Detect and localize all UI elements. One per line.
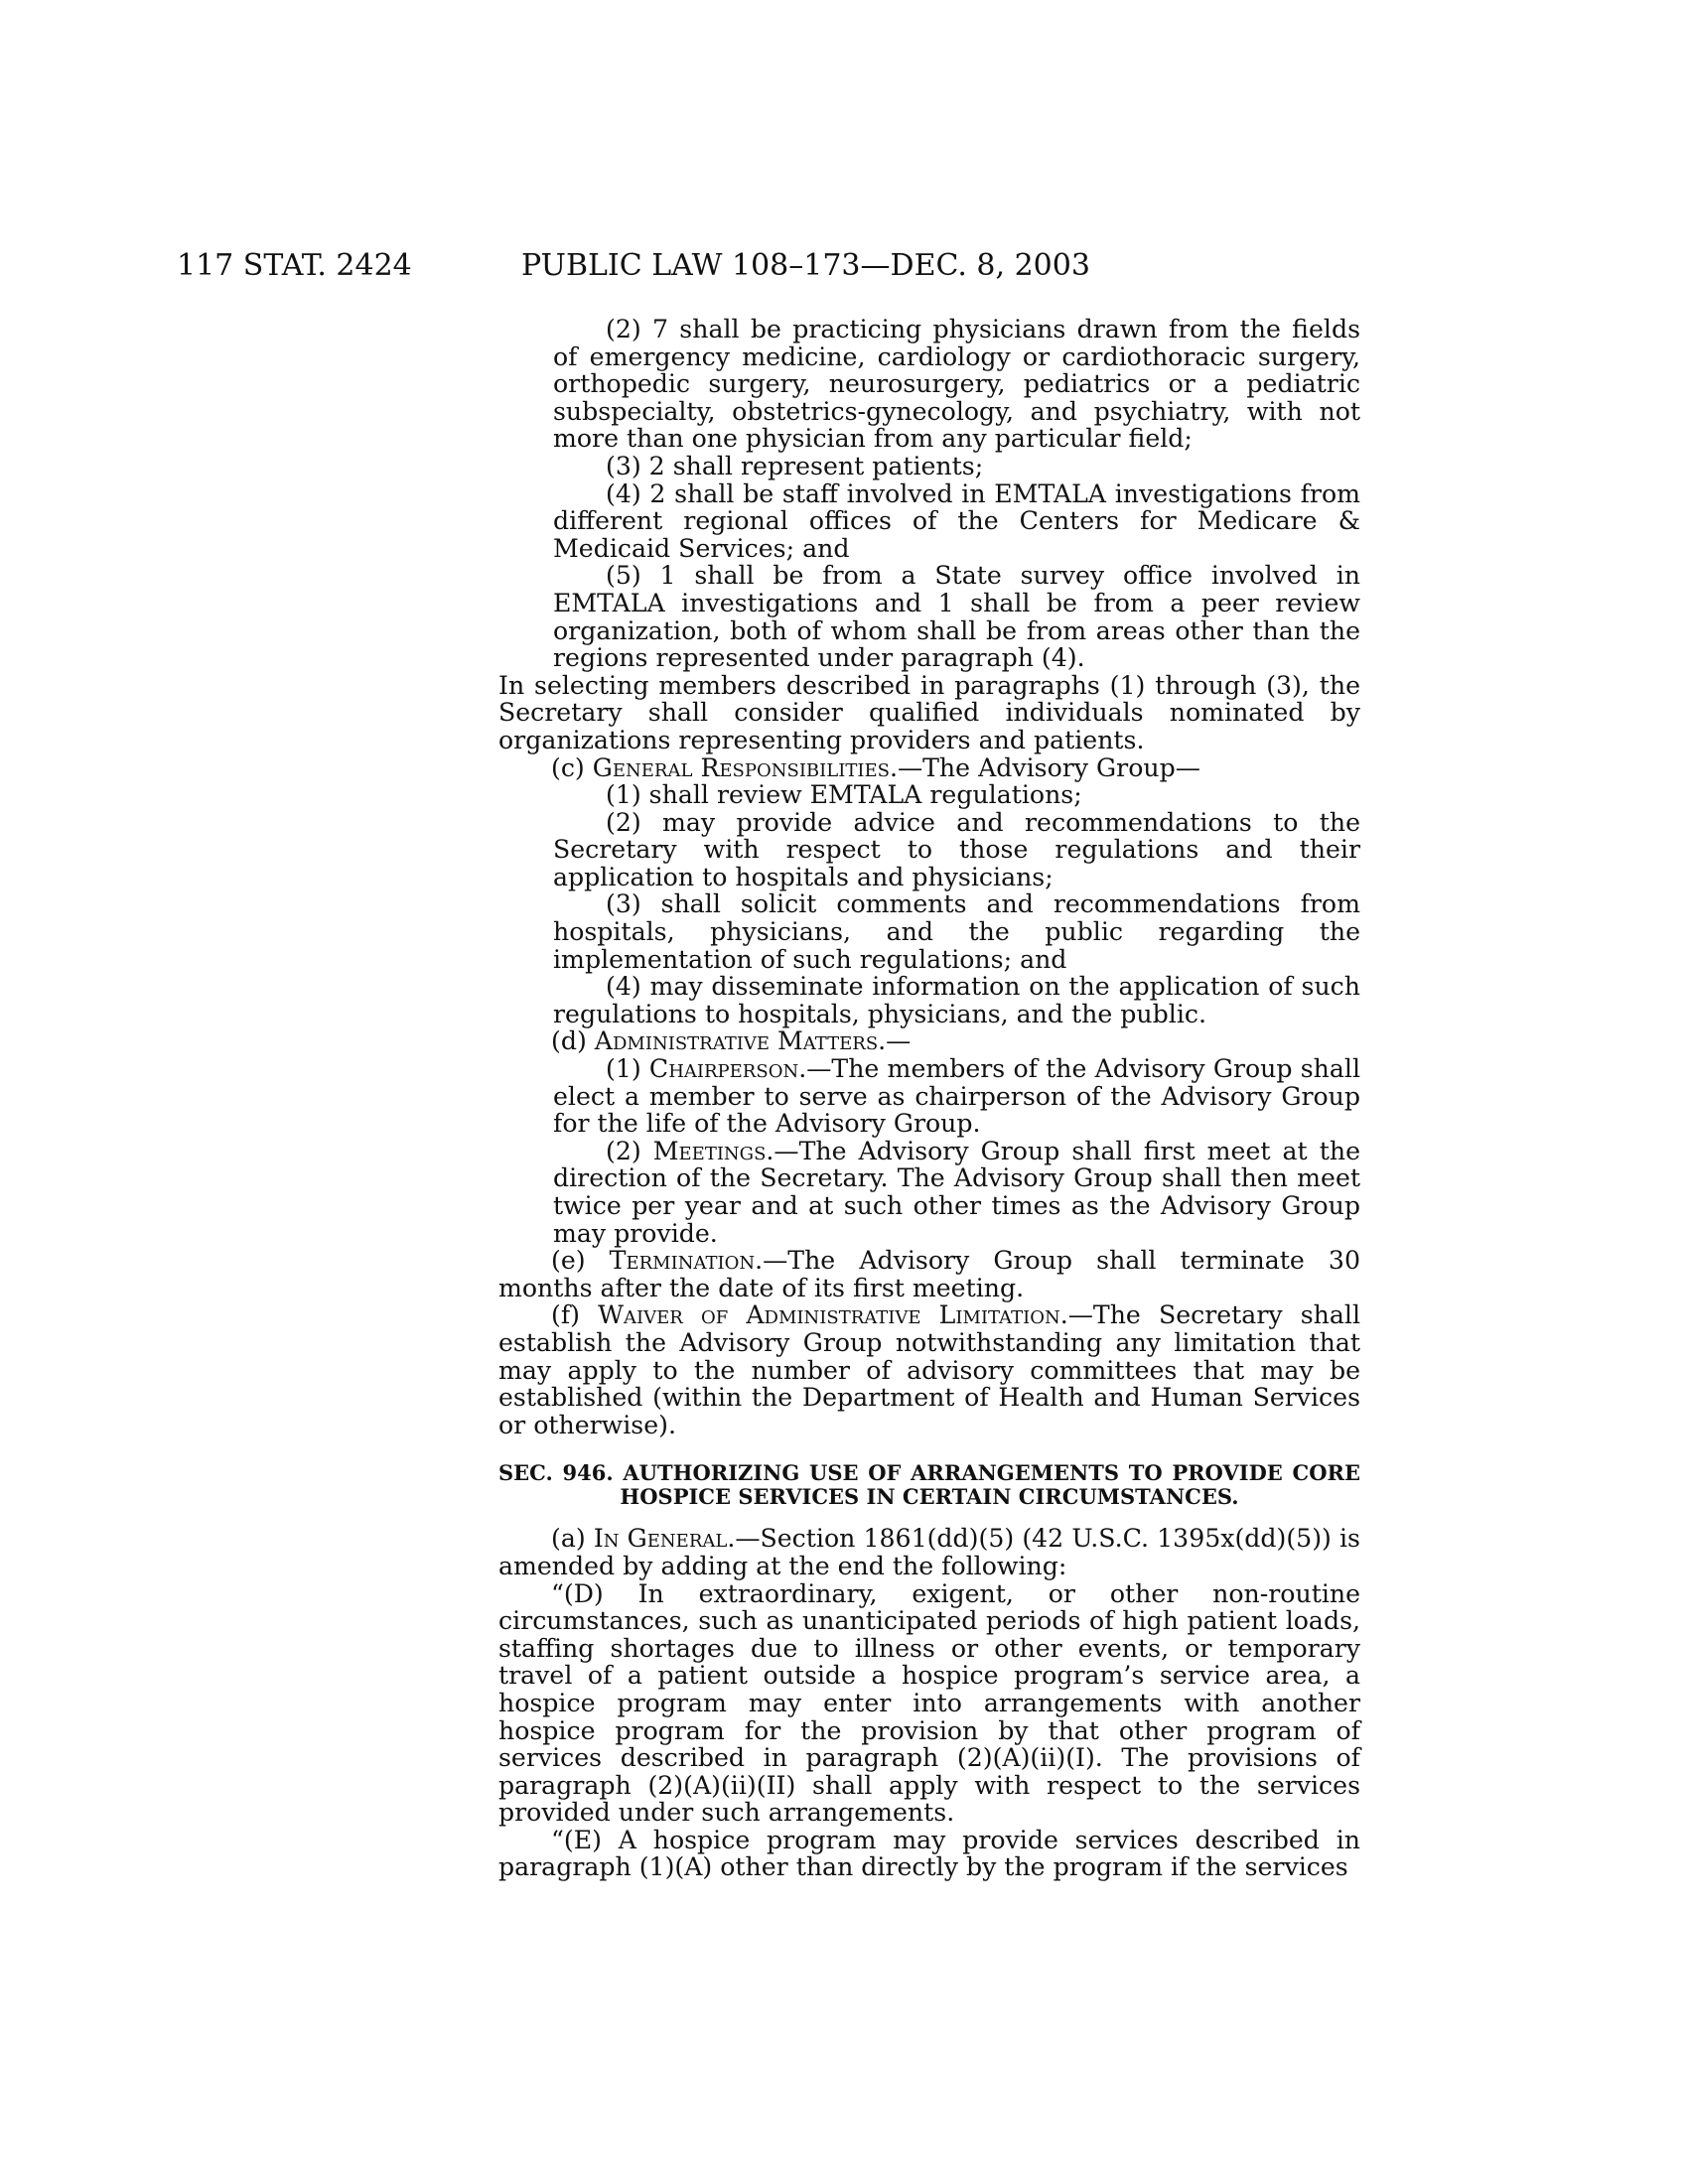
- section-heading-line-2: HOSPICE SERVICES IN CERTAIN CIRCUMSTANCES.: [620, 1484, 1239, 1510]
- quoted-paragraph-e: “(E) A hospice program may provide services described in paragraph (1)(A) other than directly by the program if the services: [498, 1825, 1360, 1882]
- subsection-a-text: .—Section 1861(dd)(5) (42 U.S.C. 1395x(dd)(5)) is amended by adding at the end the following:: [498, 1524, 1360, 1580]
- paragraph-4: (4) 2 shall be staff involved in EMTALA investigations from different regional offices of the Centers for Medicare & Medicaid Services; and: [553, 478, 1360, 563]
- subsection-c-label: (c): [551, 752, 593, 782]
- paragraph-c4: (4) may disseminate information on the application of such regulations to hospitals, physicians, and the public.: [553, 972, 1360, 1028]
- subsection-c: [498, 754, 1360, 782]
- subsection-a-heading: In General: [593, 1524, 728, 1554]
- subsection-f-label: (f): [551, 1300, 599, 1330]
- subsection-c-text: .—The Advisory Group—: [889, 752, 1200, 782]
- selecting-members-text: In selecting members described in paragraphs (1) through (3), the Secretary shall consider qualified individuals nominated by organizations representing providers and patients.: [498, 670, 1360, 754]
- quoted-paragraph-d: “(D) In extraordinary, exigent, or other non-routine circumstances, such as unanticipated periods of high patient loads, staffing shortages due to illness or other events, or temporary travel of a patient outside a hospice program’s service area, a hospice program may enter into arrangements with another hospice program for the provision by that other program of services described in paragraph (2)(A)(ii)(I). The provisions of paragraph (2)(A)(ii)(II) shall apply with respect to the services provided under such arrangements.: [498, 1578, 1360, 1828]
- section-heading-line-1: SEC. 946. AUTHORIZING USE OF ARRANGEMENTS TO PROVIDE CORE: [498, 1460, 1360, 1486]
- page-header: [177, 248, 1368, 288]
- statute-page-number: 117 STAT. 2424: [177, 248, 412, 283]
- paragraph-d2-text: .—The Advisory Group shall first meet at the direction of the Secretary. The Advisory Group shall then meet twice per year and at such other times as the Advisory Group may provide.: [553, 1136, 1360, 1248]
- subsection-f-heading: Waiver of Administrative Limitation: [598, 1300, 1060, 1330]
- section-946-heading: [498, 1461, 1360, 1509]
- subsection-e-label: (e): [551, 1246, 610, 1276]
- subsection-d: [498, 1027, 1360, 1055]
- subsection-e: [498, 1247, 1360, 1301]
- subsection-c-heading: General Responsibilities: [592, 752, 890, 782]
- paragraph-c1: (1) shall review EMTALA regulations;: [606, 780, 1082, 810]
- paragraph-3: (3) 2 shall represent patients;: [606, 451, 984, 480]
- paragraph-d2: [498, 1138, 1360, 1247]
- paragraph-5: (5) 1 shall be from a State survey office involved in EMTALA investigations and 1 shall be from a peer review organization, both of whom shall be from areas other than the regions represented under paragraph (4).: [553, 561, 1360, 673]
- subsection-a: [498, 1525, 1360, 1579]
- subsection-f: [498, 1301, 1360, 1438]
- paragraph-2: (2) 7 shall be practicing physicians drawn from the fields of emergency medicine, cardiology or cardiothoracic surgery, orthopedic surgery, neurosurgery, pediatrics or a pediatric subspecialty, obstetrics-gynecology, and psychiatry, with not more than one physician from any particular field;: [553, 315, 1360, 454]
- subsection-d-label: (d): [551, 1026, 595, 1056]
- subsection-d-text: .—: [878, 1026, 912, 1056]
- paragraph-d1-label: (1): [606, 1054, 649, 1084]
- paragraph-c2: (2) may provide advice and recommendations to the Secretary with respect to those regulations and their application to hospitals and physicians;: [553, 807, 1360, 891]
- paragraph-d2-label: (2): [606, 1136, 653, 1165]
- subsection-f-text: .—The Secretary shall establish the Advisory Group notwithstanding any limitation that may apply to the number of advisory committees that may be established (within the Department of Health and Human Services or otherwise).: [498, 1300, 1360, 1439]
- paragraph-d1-heading: Chairperson: [648, 1054, 799, 1084]
- paragraph-d1: [498, 1055, 1360, 1138]
- paragraph-d2-heading: Meetings: [652, 1136, 767, 1165]
- subsection-d-heading: Administrative Matters: [594, 1026, 879, 1056]
- subsection-a-label: (a): [551, 1524, 594, 1554]
- subsection-e-text: .—The Advisory Group shall terminate 30 months after the date of its first meeting.: [498, 1246, 1360, 1302]
- paragraph-c3: (3) shall solicit comments and recommendations from hospitals, physicians, and the public regarding the implementation of such regulations; and: [553, 889, 1360, 974]
- paragraph-d1-text: .—The members of the Advisory Group shall elect a member to serve as chairperson of the Advisory Group for the life of the Advisory Group.: [553, 1054, 1361, 1139]
- document-body: [498, 316, 1360, 1881]
- subsection-e-heading: Termination: [609, 1246, 756, 1276]
- public-law-title: PUBLIC LAW 108–173—DEC. 8, 2003: [521, 248, 1090, 283]
